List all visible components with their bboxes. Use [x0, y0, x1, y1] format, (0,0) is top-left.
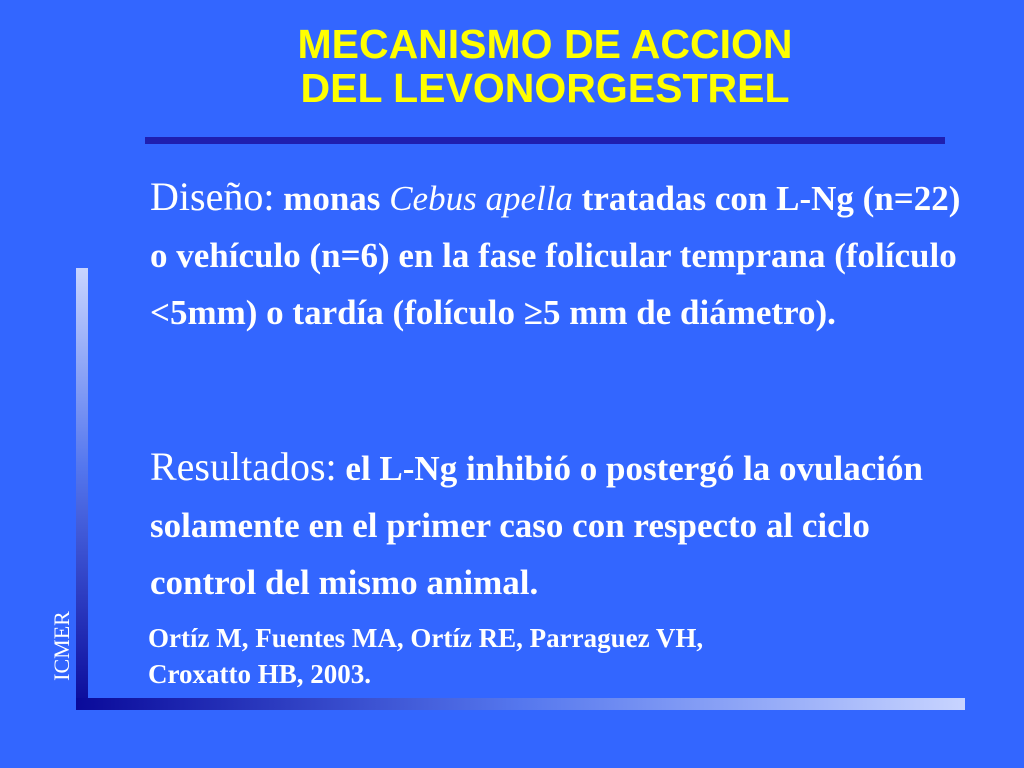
results-paragraph [150, 438, 980, 611]
slide-title-line-1: MECANISMO DE ACCION [297, 21, 793, 67]
results-lead: Resultados: [150, 444, 337, 489]
results-text: el L-Ng inhibió o postergó la ovulación solamente en el primer caso con respecto al ciclo control del mismo animal. [150, 449, 923, 602]
decorative-horizontal-bar [76, 698, 965, 710]
species-name: Cebus apella [389, 179, 573, 218]
slide-title-line-2: DEL LEVONORGESTREL [300, 65, 790, 111]
design-paragraph [150, 168, 970, 341]
reference-citation [148, 620, 948, 692]
decorative-vertical-bar [76, 268, 88, 708]
design-text-b: tratadas con L-Ng (n=22) o vehículo (n=6) en la fase folicular temprana (folículo <5mm) o tardía (folículo ≥5 mm de diámetro). [150, 179, 961, 332]
design-text-a: monas [274, 179, 390, 218]
slide-title [145, 22, 945, 110]
title-underline [145, 137, 945, 144]
reference-line-2: Croxatto HB, 2003. [148, 659, 371, 689]
reference-line-1: Ortíz M, Fuentes MA, Ortíz RE, Parraguez VH, [148, 623, 704, 653]
icmer-side-label: ICMER [49, 611, 74, 681]
design-lead: Diseño: [150, 174, 275, 219]
